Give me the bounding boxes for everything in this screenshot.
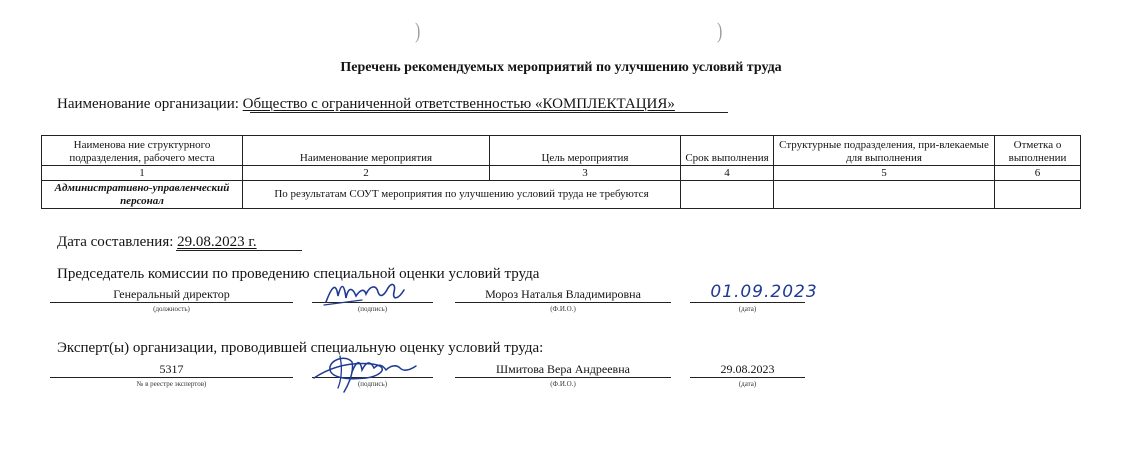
organization-underline	[250, 112, 728, 113]
header-term: Срок выполнения	[681, 136, 774, 166]
cell-departments	[774, 181, 995, 209]
expert-date-line	[690, 377, 805, 378]
column-number: 3	[490, 166, 681, 181]
commission-position: Генеральный директор	[113, 287, 230, 301]
header-goal: Цель мероприятия	[490, 136, 681, 166]
expert-signature-caption: (подпись)	[357, 380, 388, 388]
organization-value: Общество с ограниченной ответственностью «КОМПЛЕКТАЦИЯ»	[242, 96, 675, 112]
punch-hole-left: )	[415, 18, 421, 43]
commission-position-line	[50, 302, 293, 303]
header-unit: Наименова ние структурного подразделения, рабочего места	[42, 136, 243, 166]
document-title: Перечень рекомендуемых мероприятий по улучшению условий труда	[340, 60, 782, 75]
header-measure: Наименование мероприятия	[243, 136, 490, 166]
expert-signature	[312, 348, 432, 396]
expert-name-caption: (Ф.И.О.)	[550, 380, 576, 388]
expert-registry-line	[50, 377, 293, 378]
commission-name-line	[455, 302, 671, 303]
commission-signature	[322, 278, 412, 308]
table-header-row	[42, 136, 1081, 166]
column-number: 4	[681, 166, 774, 181]
header-departments: Структурные подразделения, при-влекаемые для выполнения	[774, 136, 995, 166]
measures-table	[41, 135, 1081, 209]
punch-hole-right: )	[717, 18, 723, 43]
cell-term	[681, 181, 774, 209]
header-mark: Отметка о выполнении	[995, 136, 1081, 166]
commission-date-caption: (дата)	[738, 305, 757, 313]
expert-registry-caption: № в реестре экспертов)	[136, 380, 207, 388]
organization-row	[57, 96, 675, 113]
expert-heading: Эксперт(ы) организации, проводившей специальную оценку условий труда:	[57, 340, 544, 356]
date-underline	[176, 250, 302, 251]
column-number: 5	[774, 166, 995, 181]
commission-position-caption: (должность)	[153, 305, 190, 313]
expert-registry-number: 5317	[159, 362, 184, 376]
commission-heading: Председатель комиссии по проведению специальной оценки условий труда	[57, 266, 540, 282]
date-value: 29.08.2023 г.	[177, 234, 257, 250]
organization-label: Наименование организации:	[57, 96, 239, 112]
commission-date: 01.09.2023	[710, 282, 818, 302]
table-row	[42, 181, 1081, 209]
table-number-row	[42, 166, 1081, 181]
commission-signature-caption: (подпись)	[357, 305, 388, 313]
column-number: 2	[243, 166, 490, 181]
expert-name: Шмитова Вера Андреевна	[496, 362, 630, 376]
cell-unit: Административно-управленческий персонал	[42, 181, 243, 209]
commission-name: Мороз Наталья Владимировна	[485, 287, 641, 301]
column-number: 6	[995, 166, 1081, 181]
cell-measure: По результатам СОУТ мероприятия по улучшению условий труда не требуются	[243, 181, 681, 209]
commission-name-caption: (Ф.И.О.)	[550, 305, 576, 313]
expert-name-line	[455, 377, 671, 378]
expert-date: 29.08.2023	[720, 362, 775, 376]
column-number: 1	[42, 166, 243, 181]
date-label: Дата составления:	[57, 234, 174, 250]
commission-date-line	[690, 302, 805, 303]
date-row	[57, 234, 257, 251]
expert-date-caption: (дата)	[738, 380, 757, 388]
cell-mark	[995, 181, 1081, 209]
